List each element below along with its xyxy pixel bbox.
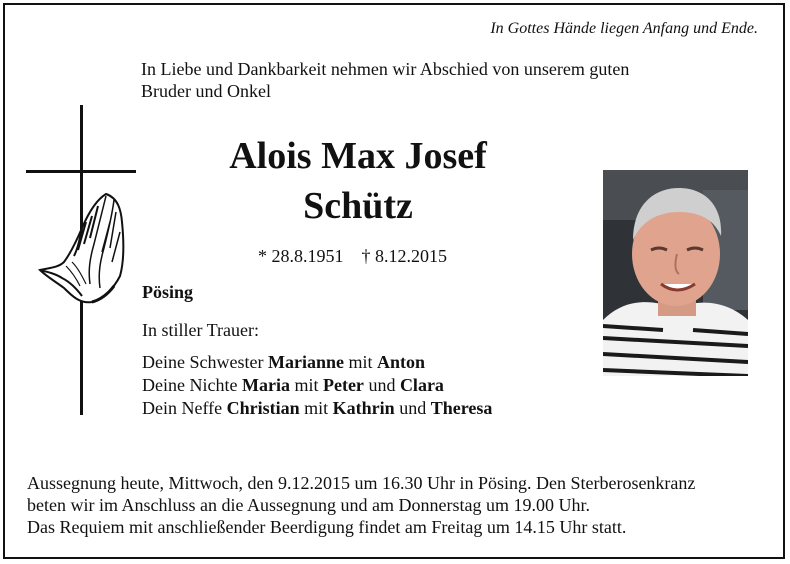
- relative-name: Theresa: [430, 398, 493, 418]
- relation-label: Deine Schwester: [142, 352, 268, 372]
- place: Pösing: [142, 282, 194, 302]
- mourning-heading: In stiller Trauer:: [142, 320, 259, 340]
- relation-label: Dein Neffe: [142, 398, 227, 418]
- connector: mit: [299, 398, 333, 418]
- relative-name: Anton: [376, 352, 425, 372]
- relative-name: Christian: [226, 398, 300, 418]
- relative-name: Peter: [322, 375, 364, 395]
- deceased-name-line-2: Schütz: [303, 185, 413, 227]
- relative-name: Maria: [241, 375, 290, 395]
- relative-name: Kathrin: [332, 398, 395, 418]
- motto: In Gottes Hände liegen Anfang und Ende.: [490, 20, 758, 37]
- intro-text: [141, 58, 701, 102]
- intro-line-2: Bruder und Onkel: [141, 81, 271, 101]
- death-date: † 8.12.2015: [361, 246, 447, 266]
- relatives-line-3: [142, 398, 492, 419]
- connector: mit: [289, 375, 323, 395]
- praying-hands-icon: [36, 192, 126, 307]
- service-info: [27, 472, 777, 538]
- intro-line-1: In Liebe und Dankbarkeit nehmen wir Abschied von unserem guten: [141, 59, 630, 79]
- portrait-illustration: [603, 170, 748, 376]
- connector: und: [394, 398, 431, 418]
- relative-name: Clara: [399, 375, 444, 395]
- deceased-name-line-1: Alois Max Josef: [229, 135, 487, 177]
- relatives-line-1: [142, 352, 425, 373]
- relatives-line-2: [142, 375, 444, 396]
- birth-date: * 28.8.1951: [258, 246, 344, 266]
- portrait-photo: [603, 170, 748, 376]
- relation-label: Deine Nichte: [142, 375, 242, 395]
- life-dates: [258, 246, 447, 267]
- service-line-2: beten wir im Anschluss an die Aussegnung und am Donnerstag um 19.00 Uhr.: [27, 495, 590, 515]
- connector: mit: [343, 352, 377, 372]
- connector: und: [363, 375, 400, 395]
- service-line-1: Aussegnung heute, Mittwoch, den 9.12.2015 um 16.30 Uhr in Pösing. Den Sterberosenkranz: [27, 473, 696, 493]
- relative-name: Marianne: [267, 352, 344, 372]
- service-line-3: Das Requiem mit anschließender Beerdigung findet am Freitag um 14.15 Uhr statt.: [27, 517, 627, 537]
- cross-icon-bar: [26, 170, 136, 173]
